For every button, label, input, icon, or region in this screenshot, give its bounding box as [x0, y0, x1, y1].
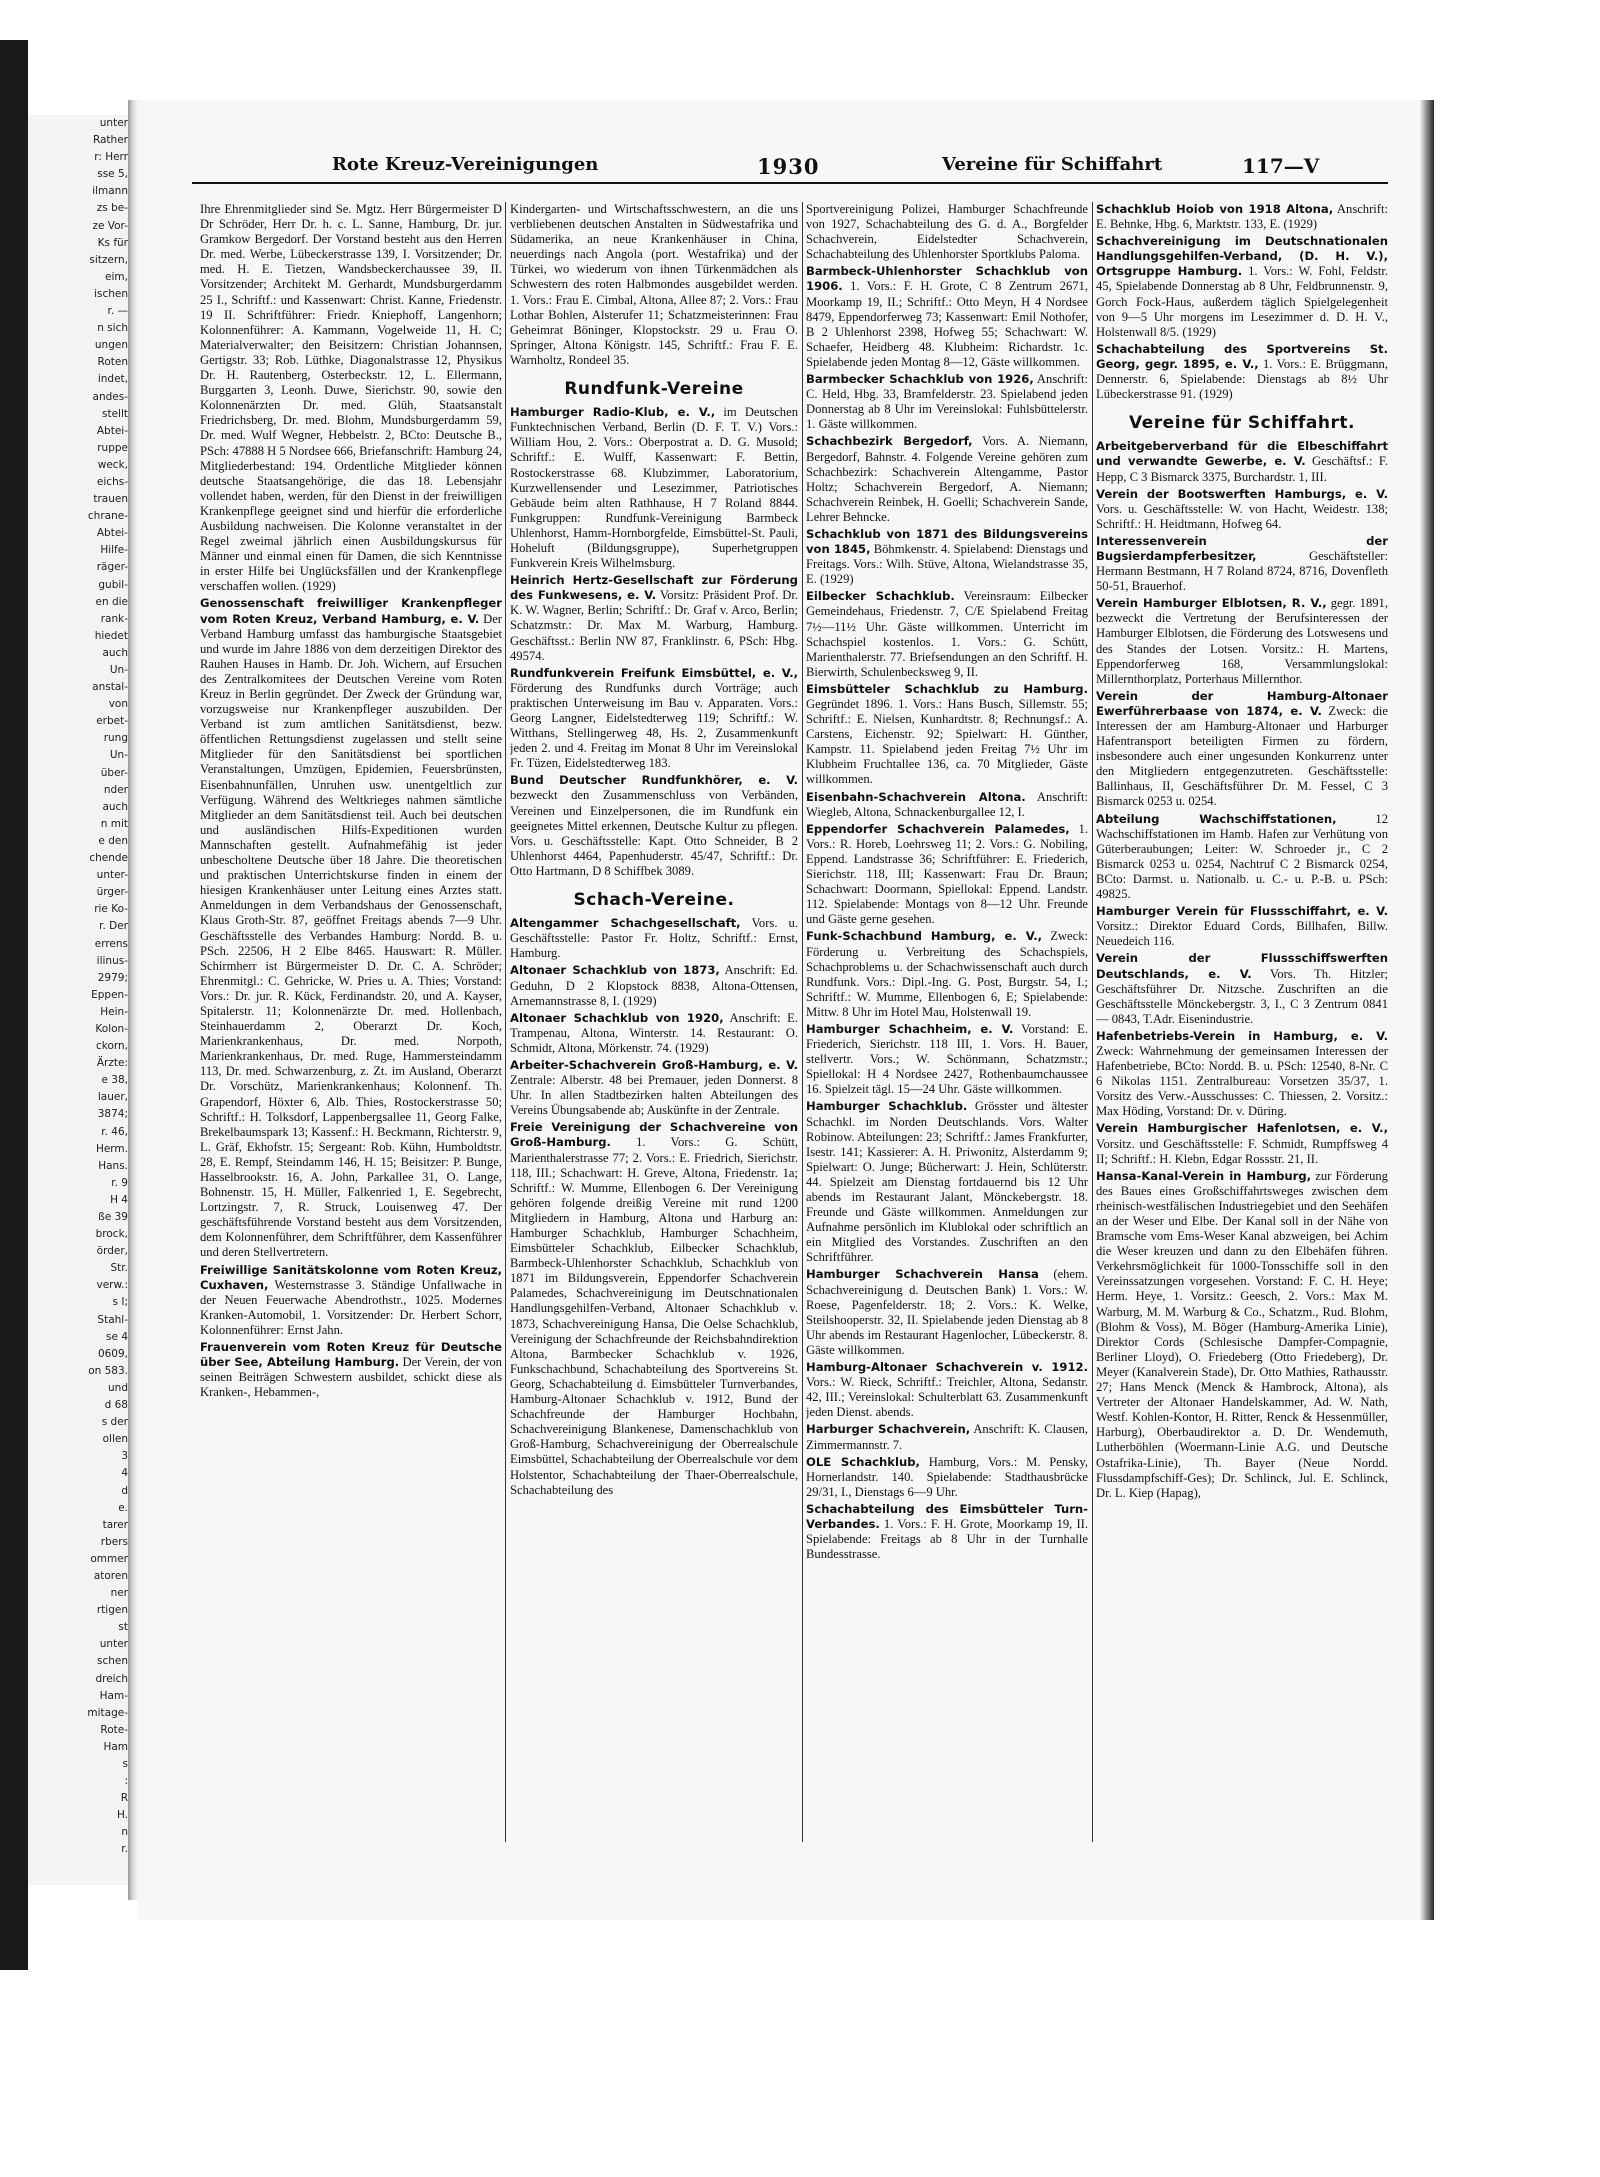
entry-name: Verein Hamburgischer Hafenlotsen, e. V., — [1096, 1121, 1388, 1136]
book-gutter — [128, 100, 138, 1900]
directory-entry — [1096, 1169, 1388, 1501]
fragment-line: r. 9 — [111, 1176, 128, 1189]
fragment-line: Eppen- — [91, 988, 128, 1001]
entry-text: Böhmkenstr. 4. Spielabend: Dienstags und Freitags. Vors.: Wilh. Stüve, Altona, Wielandstrasse 35, E. (1929) — [806, 542, 1088, 587]
entry-text: Vorsitz. und Geschäftsstelle: F. Schmidt, Rumpffsweg 4 II; Schriftf.: H. Klebn, Edgar Rossstr. 21, II. — [1096, 1136, 1388, 1166]
fragment-line: ürger- — [96, 886, 128, 899]
directory-entry — [200, 1340, 502, 1400]
fragment-line: verw.: — [96, 1279, 128, 1292]
fragment-line: chrane- — [87, 510, 128, 523]
fragment-line: Abtei- — [96, 424, 128, 437]
entry-text: 1. Vors.: R. Horeb, Loehrsweg 11; 2. Vors.: G. Nobiling, Eppend. Landstrasse 36; Schriftführer: E. Friederich, Sierichstr. 118, III; Kassenwart: Frau Dr. Braun; Schachwart: Doormann, Spiellokal: Eppend. Landstr. 112. Spielabende: Montags von 8—12 Uhr. Freunde und Gäste gerne gesehen. — [806, 821, 1088, 927]
page-number: 117—V — [1242, 154, 1320, 178]
entry-name: Eilbecker Schachklub. — [806, 589, 955, 604]
fragment-line: n — [121, 1826, 128, 1839]
fragment-line: R — [120, 1792, 128, 1805]
entry-name: Verein der Flussschiffswerften Deutschlands, e. V. — [1096, 951, 1388, 981]
section-heading: Rundfunk-Vereine — [564, 379, 744, 400]
fragment-line: auch — [102, 800, 128, 813]
fragment-line: Kolon- — [95, 1022, 128, 1035]
entry-name: Verein der Bootswerften Hamburgs, e. V. — [1096, 486, 1388, 501]
fragment-line: trauen — [93, 493, 128, 506]
entry-name: Frauenverein vom Roten Kreuz für Deutsche über See, Abteilung Hamburg. — [200, 1340, 502, 1370]
entry-text: Zweck: Wahrnehmung der gemeinsamen Interessen der Hafenbetriebe, BCto: Nordd. B. u. PSch: 12540, 8-Nr. C 6 Nikolas 1151. Zentralbureau: Vorsetzen 35/37, 1. Vorsitz des Verw.-Ausschusses: C. Thiessen, 2. Vorsitz.: Max Höding, Vorstand: Dr. v. Düring. — [1096, 1043, 1388, 1119]
fragment-line: 3874; — [97, 1108, 128, 1121]
directory-entry — [1096, 439, 1388, 484]
directory-entry — [200, 202, 502, 594]
fragment-line: auch — [102, 646, 128, 659]
fragment-line: Roten — [97, 356, 128, 369]
fragment-line: sse 5, — [97, 168, 128, 181]
column-rule — [802, 202, 803, 1842]
fragment-line: ollen — [102, 1433, 128, 1446]
fragment-line: erbet- — [96, 715, 128, 728]
fragment-line: von — [108, 698, 128, 711]
entry-text: Zweck: Förderung u. Verbreitung des Schachspiels, Schachproblems u. der Schachwissenschaft auch durch Rundfunk. Vors.: Dipl.-Ing. G. Post, Burgstr. 54, I.; Schriftf.: W. Mumme, Ellenbogen 6, E; Spielabende: Mittw. 8 Uhr im Hotel Mau, Holstenwall 19. — [806, 929, 1088, 1019]
entry-name: Harburger Schachverein, — [806, 1422, 971, 1437]
entry-text: Geschäftsf.: F. Hepp, C 3 Bismarck 3375, Burchardstr. 1, III. — [1096, 454, 1388, 484]
fragment-line: örder, — [96, 1245, 128, 1258]
fragment-line: 0609, — [97, 1347, 128, 1360]
column-1 — [200, 202, 502, 1842]
directory-entry — [510, 963, 798, 1008]
fragment-line: r. — [121, 1843, 128, 1856]
entry-name: Hafenbetriebs-Verein in Hamburg, e. V. — [1096, 1028, 1388, 1043]
entry-text: Vorsitz: Präsident Prof. Dr. K. W. Wagner, Berlin; Schriftf.: Dr. Graf v. Arco, Berlin; Schatzmstr.: Dr. Max M. Warburg, Hamburg. Geschäftsst.: Berlin NW 87, Franklinstr. 6, PSch: Hbg. 49574. — [510, 588, 798, 663]
fragment-line: rung — [103, 732, 128, 745]
directory-entry — [806, 1360, 1088, 1420]
entry-name: Interessenverein der Bugsierdampferbesitzer, — [1096, 533, 1388, 563]
fragment-line: ruppe — [97, 441, 128, 454]
directory-entry — [806, 372, 1088, 432]
fragment-line: ungen — [94, 339, 128, 352]
entry-text: 1. Vors.: W. Fohl, Feldstr. 45, Spielabende Donnerstag ab 8 Uhr, Feldbrunnenstr. 9, Gorch Fock-Haus, außerdem täglich Spielgelegenheit von 9—5 Uhr morgens im Lesezimmer d. D. H. V., Holstenwall 8/5. (1929) — [1096, 264, 1388, 339]
entry-text: Anschrift: Wiegleb, Altona, Schnackenburgallee 12, I. — [806, 789, 1088, 819]
fragment-line: Ham- — [99, 1689, 128, 1702]
directory-entry — [806, 434, 1088, 525]
fragment-line: s I; — [112, 1296, 128, 1309]
fragment-line: H 4 — [110, 1193, 128, 1206]
fragment-line: rie Ko- — [94, 903, 128, 916]
fragment-line: eichs- — [96, 475, 128, 488]
entry-name: Verein der Hamburg-Altonaer Ewerführerbaase von 1874, e. V. — [1096, 688, 1388, 718]
previous-page-fragment — [28, 115, 128, 1885]
directory-entry — [1096, 534, 1388, 594]
entry-name: Freiwillige Sanitätskolonne vom Roten Kreuz, Cuxhaven, — [200, 1262, 502, 1292]
entry-name: Hamburger Schachklub. — [806, 1099, 968, 1114]
entry-text: Hamburg, Vors.: M. Pensky, Hornerlandstr. 140. Spielabende: Stadthausbrücke 29/31, I., Dienstags 6—9 Uhr. — [806, 1454, 1088, 1499]
fragment-line: andes- — [92, 390, 128, 403]
entry-name: Arbeitgeberverband für die Elbeschiffahrt und verwandte Gewerbe, e. V. — [1096, 439, 1388, 469]
entry-text: Der Verband Hamburg umfasst das hamburgische Staatsgebiet und wurde im Jahre 1886 von dem derzeitigen Direktor des Rauhen Hauses in Hamb. Dr. Joh. Wichern, auf Ersuchen des Zentralkomitees der Deutschen Vereine vom Roten Kreuz in Berlin gegründet. Der Zweck der Gründung war, vorzugsweise nur Krankenpfleger auszubilden. Der Verband ist zum amtlichen Sanitätsdienst, bezw. öffentlichen Rettungsdienst zugelassen und stellt seine Mitglieder für den Sanitätsdienst bei sportlichen Veranstaltungen, Umzügen, Epidemien, Feuersbrünsten, Eisenbahnunfällen, Unruhen usw. unentgeltlich zur Verfügung. Während des Weltkrieges nahmen sämtliche Mitglieder an dem Sanitätsdienst teil. Auch bei deutschen und ausländischen Hilfs-Expeditionen wurden Mannschaften gestellt. Aufnahmefähig ist jeder unbescholtene Deutsche über 18 Jahre. Die theoretischen und praktischen Unterrichtskurse finden in einem der hiesigen Krankenhäuser unter Leitung eines Arztes statt. Anmeldungen in dem Verbandshaus der Genossenschaft, Klaus Groth-Str. 87, geöffnet Freitags abends 7—9 Uhr. Geschäftsstelle des Verbandes Hamburg: Nordd. B. u. PSch. 22506, H 2 Elbe 8465. Hauswart: R. Müller. Schirmherr ist Bürgermeister D. Dr. C. A. Schröder; Ehrenmitgl.: C. Gehricke, W. Pries u. A. Thies; Vorstand: Vors.: Dr. jur. R. Kück, Ferdinandstr. 20, und A. Kayser, Spitalerstr. 11; Kolonnenärzte Dr. med. Hollenbach, Steinhauerdamm 2, Oberarzt Dr. Koch, Marienkrankenhaus, Dr. med. Norpoth, Marienkrankenhaus, Dr. med. Ruge, Hammersteindamm 113, Dr. med. Schwarzenburg, z. Zt. im Ausland, Oberarzt Dr. Vorschütz, Marienkrankenhaus; Kolonnenf. Th. Grapendorf, Höxter 6, Alb. Thies, Rostockerstrasse 50; Schriftf.: H. Tolksdorf, Lappenbergsallee 11, Georg Falke, Brekelbaumspark 13; Kassenf.: H. Beckmann, Richterstr. 9, L. Gräf, Ekhofstr. 15; Sergeant: Rob. Kühn, Humboldtstr. 28, E. Rempf, Steindamm 146, H. 15; Beisitzer: P. Bunge, Hasselbrookstr. 16, A. John, Parkallee 31, O. Lange, Bohnenstr. 15, H. Müller, Falkenried 1, E. Segebrecht, Lortzingstr. 7, R. Struck, Louisenweg 47. Der geschäftsführende Vorstand besteht aus dem Vorsitzenden, dem Kolonnenführer, dem Schriftführer, dem Kassenführer und deren Stellvertretern. — [200, 611, 502, 1260]
entry-name: Hamburger Radio-Klub, e. V., — [510, 405, 716, 420]
entry-text: Vereinsraum: Eilbecker Gemeindehaus, Friedenstr. 7, C/E Spielabend Freitag 7½—11½ Uhr. Gäste willkommen. Unterricht im Schachspiel kostenlos. 1. Vors.: G. Schütt, Marienthalerstr. 77. Briefsendungen an den Schriftf. H. Bierwirth, Schulenbecksweg 9, II. — [806, 589, 1088, 679]
fragment-line: Abtei- — [96, 527, 128, 540]
fragment-line: Un- — [109, 664, 128, 676]
fragment-line: chende — [89, 852, 128, 865]
fragment-line: ilmann — [92, 185, 128, 198]
directory-entry — [200, 1263, 502, 1338]
fragment-line: e den — [98, 834, 128, 847]
directory-entry — [510, 916, 798, 961]
fragment-line: Rote- — [100, 1723, 128, 1736]
entry-text: Der Verein, der von seinen Beiträgen Schwestern ausbildet, schickt diese als Kranken-, Hebammen-, — [200, 1355, 502, 1400]
directory-entry — [806, 589, 1088, 680]
entry-text: Vors. Th. Hitzler; Geschäftsführer Dr. Nitzsche. Zuschriften an die Geschäftsstelle Mönckebergstr. 3, I., C 3 Zentrum 0841 — 0843, T.Adr. Eisenindustrie. — [1096, 966, 1388, 1026]
fragment-line: nder — [103, 783, 128, 796]
fragment-line: e 38, — [101, 1074, 128, 1087]
section-heading: Vereine für Schiffahrt. — [1129, 413, 1355, 434]
entry-name: Eppendorfer Schachverein Palamedes, — [806, 821, 1070, 836]
entry-text: Sportvereinigung Polizei, Hamburger Schachfreunde von 1927, Schachabteilung des G. d. A., Borgfelder Schachverein, Eidelstedter Schachverein, Schachabteilung des Uhlenhorster Sportklubs Paloma. — [806, 202, 1088, 262]
entry-text: Kindergarten- und Wirtschaftsschwestern, an die uns verbliebenen deutschen Anstalten in Südwestafrika und Südamerika, an neue Krankenhäuser in China, neuerdings nach Angola (port. Westafrika) und der Türkei, wo wiederum von ihnen Türkenmädchen als Schwestern des roten Halbmondes ausgebildet werden. 1. Vors.: Frau E. Cimbal, Altona, Allee 87; 2. Vors.: Frau Lothar Bohlen, Alsterufer 11; Schatzmeisterinnen: Frau Geheimrat Böninger, Klopstockstr. 29 u. Frau O. Springer, Altona Königstr. 145, Schriftf.: Frau F. E. Warnholtz, Rondeel 35. — [510, 202, 798, 367]
fragment-line: Hein- — [100, 1005, 128, 1018]
fragment-line: r. — — [107, 305, 128, 318]
fragment-line: : — [124, 1775, 128, 1788]
directory-entry — [510, 573, 798, 664]
fragment-line: Str. — [110, 1262, 128, 1275]
directory-entry — [510, 405, 798, 571]
directory-entry — [510, 1120, 798, 1497]
entry-name: Arbeiter-Schachverein Groß-Hamburg, e. V. — [510, 1057, 798, 1072]
directory-entry — [806, 202, 1088, 262]
directory-entry — [806, 1267, 1088, 1358]
directory-entry — [806, 1502, 1088, 1562]
entry-name: Eisenbahn-Schachverein Altona. — [806, 789, 1026, 804]
entry-text: Vors. A. Niemann, Bergedorf, Bahnstr. 4. Folgende Vereine gehören zum Schachbezirk: Schachverein Altengamme, Pastor Holtz; Schachverein Bergedorf, A. Niemann; Schachverein Reinbek, H. Goelli; Schachverein Sande, Lehrer Behncke. — [806, 434, 1088, 524]
header-right-title: Vereine für Schiffahrt — [942, 154, 1163, 175]
fragment-line: mitage- — [87, 1706, 128, 1719]
fragment-line: Stahl- — [97, 1313, 128, 1326]
running-header — [192, 150, 1388, 184]
directory-entry — [806, 1422, 1088, 1452]
fragment-line: lauer, — [97, 1091, 128, 1104]
fragment-line: Ham — [103, 1740, 128, 1753]
fragment-line: stellt — [102, 407, 128, 420]
fragment-line: rtigen — [96, 1604, 128, 1617]
entry-name: Schachbezirk Bergedorf, — [806, 434, 973, 449]
directory-entry — [1096, 1121, 1388, 1166]
entry-name: Bund Deutscher Rundfunkhörer, e. V. — [510, 773, 798, 788]
fragment-line: unter — [99, 117, 128, 129]
fragment-line: indet, — [97, 373, 128, 386]
entry-text: Zweck: die Interessen der am Hamburg-Altonaer und Harburger Hafentransport beteiligten Firmen zu fördern, insbesondere auch einer ungesunden Konkurrenz unter den Mitgliedern entgegenzutreten. Geschäftsstelle: Ballinhaus, II, Geschäftsführer Dr. M. Fessel, C 3 Bismarck 0253 u. 0254. — [1096, 703, 1388, 809]
entry-text: Zentrale: Alberstr. 48 bei Premauer, jeden Donnerst. 8 Uhr. In allen Stadtbezirken halten Abteilungen des Vereins Übungsabende ab; Auskünfte in der Zentrale. — [510, 1073, 798, 1118]
entry-text: Grösster und ältester Schachkl. im Norden Deutschlands. Vors. Walter Robinow. Abteilungen: 23; Schriftf.: James Frankfurter, Isestr. 141; Kassierer: A. H. Priwonitz, Alsterdamm 9; Spielwart: O. Junge; Bücherwart: J. Hein, Schlüterstr. 44. Spielzeit am Dienstag fortdauernd bis 12 Uhr abends im Restaurant Jalant, Mönckebergstr. 18. Freunde und Gäste willkommen. Anmeldungen zur Aufnahme persönlich im Klublokal oder schriftlich an ein Mitglied des Vorstandes. Zuschriften an den Schriftführer. — [806, 1099, 1088, 1265]
fragment-line: n sich — [97, 322, 128, 335]
entry-name: Hamburger Verein für Flussschiffahrt, e. V. — [1096, 904, 1388, 919]
fragment-line: 4 — [121, 1467, 128, 1480]
fragment-line: errens — [94, 937, 128, 950]
directory-entry — [510, 666, 798, 772]
entry-text: Ihre Ehrenmitglieder sind Se. Mgtz. Herr Bürgermeister D Dr Schröder, Herr Dr. h. c. L. Sanne, Hamburg, Dr. jur. Gramkow Bergedorf. Der Vorstand besteht aus den Herren Dr. med. Werbe, Lübeckerstrasse 139, I. Vorsitzender; Dr. med. H. E. Tietzen, Wandsbeckerchaussee 39, II. Vorsitzender; Architekt M. Gerhardt, Mundsburgerdamm 25 I., Schriftf.: und Kassenwart: Christ. Kanne, Friedenstr. 19 II. Schriftführer: Friedr. Kniephoff, Langenhorn; Kolonnenführer: A. Kammann, Vogelweide 11, H. C; Materialverwalter; den Beisitzern: Christian Johannsen, Gertigstr. 33; Rob. Lüthke, Diagonalstrasse 12, Physikus Dr. H. Rautenberg, Osterbeckstr. 12, L. Ellermann, Burggarten 3, Leonh. Duwe, Sierichstr. 90, sowie den Kolonnenärzten Dr. med. Glüh, Staatsanstalt Friedrichsberg, Dr. med. Blohm, Mundsburgerdamm 59, Dr. med. Wulf Wegner, Hebbelstr. 2, BCto: Deutsche B., PSch: 47888 H 5 Nordsee 666, Briefanschrift: Hamburg 24, Mitgliederbestand: 194. Ordentliche Mitglieder können deutsche Staatsangehörige, die das 18. Lebensjahr vollendet haben, werden, für den Dienst in der freiwilligen Krankenpflege geeignet sind und hierfür die erforderliche Ausbildung nachweisen. Die Kolonne veranstaltet in der Regel zweimal jährlich einen Ausbildungskursus für Männer und einmal einen für Damen, die sich Kenntnisse in erster Hilfe bei Unglücksfällen und der Krankenpflege verschaffen wollen. (1929) — [200, 202, 502, 594]
directory-entry — [1096, 596, 1388, 687]
fragment-line: st — [118, 1621, 128, 1634]
fragment-line: anstal- — [92, 681, 128, 694]
fragment-line: eim, — [105, 270, 128, 283]
entry-name: Hamburg-Altonaer Schachverein v. 1912. — [806, 1360, 1088, 1375]
entry-name: Altengammer Schachgesellschaft, — [510, 916, 741, 931]
entry-name: Hamburger Schachheim, e. V. — [806, 1021, 1014, 1036]
directory-entry — [806, 929, 1088, 1020]
column-rule — [1092, 202, 1093, 1842]
fragment-line: r. 46, — [101, 1125, 128, 1138]
entry-text: 1. Vors.: F. H. Grote, C 8 Zentrum 2671, Moorkamp 19, II.; Schriftf.: Otto Meyn, H 4 Nordsee 8479, Eppendorferweg 73; Kassenwart: Emil Nothofer, B 2 Uhlenhorst 2398, Hofweg 55; Schachwart: W. Schaefer, Heidberg 48. Klubheim: Richardstr. 1c. Spielabende jeden Montag 8—12, Gäste willkommen. — [806, 279, 1088, 369]
entry-name: Schachklub von 1871 des Bildungsvereins von 1845, — [806, 526, 1088, 557]
directory-entry — [510, 773, 798, 879]
directory-entry — [200, 596, 502, 1260]
entry-name: Barmbecker Schachklub von 1926, — [806, 372, 1034, 387]
entry-text: zur Förderung des Baues eines Großschiffahrtsweges zwischen dem rheinisch-westfälischen Industriegebiet und den Seehäfen an der Weser und Elbe. Der Kanal soll in der Nähe von Bramsche vom Ems-Weser Kanal abzweigen, bei Achim die Weser kreuzen und dann zu den Elbehäfen führen. Verkehrsmöglichkeit für 1000-Tonsschiffe soll in den Vereinssatzungen vorgesehen. Vorstand: F. C. H. Heye; Herm. Heye, 1. Vorsitz.: Geesch, 2. Vors.: Max M. Warburg, M. M. Warburg & Co., Schatzm., Rud. Blohm, (Blohm & Voss), M. Böger (Hamburg-Amerika Linie), Direktor Cords (Schlesische Dampfer-Compagnie, Berliner Lloyd), O. Friedeberg (Otto Friedeberg), Dr. Meyer (Kanalverein Stade), Dr. Otto Mathies, Rathausstr. 27; Hans Menck (Menck & Hambrock, Altona), als Vertreter der Altonaer Handelskammer, Ad. W. Nath, Westf. Kohlen-Kontor, H. Ritter, Renck & Hessenmüller, Harburg), Oberbaudirektor a. D. Dr. Wendemuth, Lutherböhlen (Woermann-Linie A.G. und Deutsche Ostafrika-Linie), Th. Bayer (Neue Nordd. Flussdampfschiff-Ges); Dr. Schlinck, Jul. E. Schlinck, Dr. L. Kiep (Hapag), — [1096, 1168, 1388, 1500]
directory-entry — [806, 790, 1088, 820]
fragment-line: Herm. — [95, 1142, 128, 1155]
entry-text: gegr. 1891, bezweckt die Vertretung der Berufsinteressen der Hamburger Elblotsen, die Förderung des Lotswesens und des Standes der Lotsen. Vorsitz.: H. Martens, Eppendorferweg 168, Versammlungslokal: Millernthorplatz, Porterhaus Millernthor. — [1096, 596, 1388, 686]
entry-text: Anschrift: Ed. Geduhn, D 2 Klopstock 8838, Altona-Ottensen, Arnemannstrasse 8, I. (1929) — [510, 963, 798, 1008]
fragment-line: ischen — [94, 287, 128, 300]
entry-text: Anschrift: C. Held, Hbg. 33, Bramfelderstr. 23. Spielabend jeden Donnerstag ab 8 Uhr im Vereinslokal: Fuhlsbüttelerstr. 1. Gäste willkommen. — [806, 372, 1088, 432]
entry-name: Hamburger Schachverein Hansa — [806, 1267, 1039, 1282]
entry-name: Barmbeck-Uhlenhorster Schachklub von 1906. — [806, 264, 1088, 294]
fragment-line: rbers — [100, 1535, 128, 1548]
fragment-line: tarer — [102, 1518, 128, 1531]
directory-entry — [1096, 904, 1388, 949]
entry-name: Eimsbütteler Schachklub zu Hamburg. — [806, 681, 1088, 696]
entry-name: Altonaer Schachklub von 1873, — [510, 963, 720, 978]
entry-text: Vorstand: E. Friederich, Sierichstr. 118 III, 1. Vors. H. Bauer, stellvertr. Vors.; W. Schönmann, Schatzmstr.; Spiellokal: H 4 Nordsee 2427, Rothenbaumchaussee 16. Spielzeit tägl. 15—24 Uhr. Gäste willkommen. — [806, 1021, 1088, 1097]
entry-text: Westernstrasse 3. Ständige Unfallwache in der Neuen Feuerwache Abendrothstr., 1025. Modernes Kranken-Automobil, 1. Vorsitzender: Dr. Herbert Schorr, Kolonnenführer: Ernst Jahn. — [200, 1277, 502, 1337]
entry-text: Förderung des Rundfunks durch Vorträge; auch praktischen Unterweisung im Bau v. Apparaten. Vors.: Georg Langner, Eidelstedterweg 119; Schriftf.: W. Witthans, Stellingerweg 48, Hs. 2, Zusammenkunft jeden 2. und 4. Freitag im Monat 8 Uhr im Vereinslokal Fr. Tüzen, Eidelstedterweg 183. — [510, 680, 798, 771]
entry-name: Verein Hamburger Elblotsen, R. V., — [1096, 596, 1327, 611]
directory-entry — [1096, 234, 1388, 340]
entry-text: Anschrift: K. Clausen, Zimmermannstr. 7. — [806, 1422, 1088, 1452]
entry-name: Heinrich Hertz-Gesellschaft zur Förderung des Funkwesens, e. V. — [510, 573, 798, 603]
section-heading: Schach-Vereine. — [573, 890, 735, 911]
entry-name: Funk-Schachbund Hamburg, e. V., — [806, 929, 1043, 944]
directory-entry — [806, 822, 1088, 928]
fragment-line: Ks für — [97, 236, 128, 249]
entry-text: Anschrift: E. Behnke, Hbg. 6, Marktstr. 133, E. (1929) — [1096, 202, 1388, 232]
entry-text: Vors. u. Geschäftsstelle: W. von Hacht, Weidestr. 138; Schriftf.: H. Heidtmann, Hofweg 64. — [1096, 501, 1388, 531]
fragment-line: dreich — [95, 1672, 128, 1685]
entry-name: Abteilung Wachschiffstationen, — [1096, 811, 1337, 826]
directory-entry — [1096, 812, 1388, 903]
fragment-line: und — [108, 1381, 128, 1394]
fragment-line: Rather — [92, 134, 128, 147]
directory-entry — [1096, 1029, 1388, 1120]
directory-entry — [1096, 342, 1388, 402]
fragment-line: Ärzte: — [96, 1057, 128, 1070]
directory-entry — [806, 264, 1088, 370]
entry-name: OLE Schachklub, — [806, 1454, 920, 1469]
fragment-line: d — [121, 1484, 128, 1497]
fragment-line: weck, — [97, 458, 128, 471]
fragment-line: Hilfe- — [100, 544, 128, 557]
fragment-line: unter — [99, 1638, 128, 1651]
entry-name: Schachabteilung des Eimsbütteler Turn-Verbandes. — [806, 1501, 1088, 1531]
fragment-line: ilinus- — [96, 954, 128, 967]
fragment-line: ner — [110, 1587, 128, 1600]
fragment-line: Hans. — [98, 1159, 128, 1172]
entry-name: Rundfunkverein Freifunk Eimsbüttel, e. V., — [510, 665, 798, 680]
entry-text: Vorsitz.: Direktor Eduard Cords, Billhafen, Billw. Neuedeich 116. — [1096, 919, 1388, 949]
directory-entry — [1096, 689, 1388, 810]
fragment-line: über- — [100, 766, 128, 779]
fragment-line: räger- — [96, 561, 128, 574]
fragment-line: en die — [95, 595, 128, 608]
scan-right-edge — [1420, 100, 1434, 1920]
entry-name: Schachabteilung des Sportvereins St. Georg, gegr. 1895, e. V., — [1096, 341, 1388, 371]
fragment-line: ße 39 — [98, 1211, 128, 1223]
fragment-line: sitzern, — [89, 253, 128, 266]
directory-entry — [806, 682, 1088, 788]
scan-left-dark-edge — [0, 40, 28, 1970]
fragment-line: r: Herr — [94, 151, 128, 164]
entry-text: Vors. u. Geschäftsstelle: Pastor Fr. Holtz, Schriftf.: Ernst, Hamburg. — [510, 916, 798, 961]
fragment-line: brock, — [95, 1228, 128, 1241]
entry-text: 1. Vors.: E. Brüggmann, Dennerstr. 6, Spielabende: Dienstags ab 8½ Uhr Lübeckerstrasse 91. (1929) — [1096, 356, 1388, 402]
directory-entry — [1096, 202, 1388, 232]
entry-text: Geschäftsteller: Hermann Bestmann, H 7 Roland 8724, 8716, Dovenfleth 50-51, Brauerhof. — [1096, 548, 1388, 594]
column-rule — [505, 202, 506, 1842]
fragment-line: ckorn, — [95, 1040, 128, 1053]
fragment-line: se 4 — [106, 1330, 128, 1343]
fragment-line: 3 — [121, 1450, 128, 1463]
fragment-line: s — [122, 1758, 128, 1770]
directory-entry — [806, 1022, 1088, 1097]
column-4 — [1096, 202, 1388, 1842]
entry-text: Anschrift: E. Trampenau, Altona, Winterstr. 14. Restaurant: O. Schmidt, Altona, Mörkenstr. 74. (1929) — [510, 1010, 798, 1055]
entry-text: Gegründet 1896. 1. Vors.: Hans Busch, Sillemstr. 55; Schriftf.: E. Nielsen, Kunhardtstr. 8; Rechnungsf.: A. Carstens, Eichenstr. 92; Spielwart: H. Günther, Kampstr. 11. Spielabend jeden Freitag 7½ Uhr im Klubheim Fruchtallee 136, ca. 70 Mitglieder, Gäste willkommen. — [806, 697, 1088, 787]
directory-entry — [510, 1058, 798, 1118]
directory-entry — [806, 527, 1088, 587]
directory-entry — [510, 1011, 798, 1056]
entry-text: bezweckt den Zusammenschluss von Verbänden, Vereinen und Einzelpersonen, die im Rundfunk ein geeignetes Mittel erkennen, Deutsche Kultur zu pflegen. Vors. u. Geschäftsstelle: Kapt. Otto Schneider, B 2 Uhlenhorst 4464, Papenhuderstr. 45/47, Schriftf.: Dr. Otto Hartmann, D 8 Schiffbek 3089. — [510, 788, 798, 878]
fragment-line: ommer — [90, 1552, 128, 1565]
header-left-title: Rote Kreuz-Vereinigungen — [332, 154, 599, 175]
fragment-line: zs be- — [96, 202, 128, 215]
fragment-line: ze Vor- — [92, 219, 128, 232]
entry-name: Hansa-Kanal-Verein in Hamburg, — [1096, 1168, 1312, 1183]
entry-text: im Deutschen Funktechnischen Verband, Berlin (D. F. T. V.) Vors.: William Hou, 2. Vors.: Oberpostrat a. D. G. Musold; Schriftf.: E. Wulff, Kassenwart: F. Bettin, Rostockerstrasse 68. Klubzimmer, Laboratorium, Kurzwellensender und Lesezimmer, Patriotisches Gebäude beim alten Rathhause, H 7 Roland 8844. Funkgruppen: Rundfunk-Vereinigung Barmbeck Uhlenhorst, Hamm-Hornborgfelde, Eimsbüttel-St. Pauli, Hoheluft (Bildungsgruppe), Superhetgruppen Funkverein Kreis Wilhelmsburg. — [510, 405, 798, 571]
entry-text: 1. Vors.: F. H. Grote, Moorkamp 19, II. Spielabende: Freitags ab 8 Uhr in der Turnhalle Bundesstrasse. — [806, 1516, 1088, 1562]
entry-text: (ehem. Schachvereinigung d. Deutschen Bank) 1. Vors.: W. Roese, Pagenfelderstr. 18; 2. Vors.: K. Welke, Steilshooperstr. 32, II. Spielabende jeden Dienstag ab 8 Uhr abends im Restaurant Hagenlocher, Lübeckerstr. 8. Gäste willkommen. — [806, 1267, 1088, 1357]
fragment-line: unter- — [96, 869, 128, 882]
directory-entry — [1096, 487, 1388, 532]
directory-entry — [806, 1099, 1088, 1265]
entry-name: Freie Vereinigung der Schachvereine von Groß-Hamburg. — [510, 1120, 798, 1150]
fragment-line: hiedet — [94, 629, 128, 642]
fragment-line: e. — [118, 1501, 128, 1514]
fragment-line: Un- — [109, 749, 128, 762]
fragment-line: schen — [96, 1655, 128, 1668]
column-2 — [510, 202, 798, 1842]
entry-text: 1. Vors.: G. Schütt, Marienthalerstrasse 77; 2. Vors.: E. Friedrich, Sierichstr. 118, III.; Schachwart: H. Greve, Altona, Friedenstr. 1a; Schriftf.: W. Mumme, Ellenbogen 6. Der Vereinigung gehören folgende dreißig Vereine mit rund 1200 Mitgliedern in Hamburg, Altona und Harburg an: Hamburger Schachklub, Hamburger Schachheim, Eimsbütteler Schachklub, Eilbecker Schachklub, Barmbeck-Uhlenhorster Schachklub, Schachklub von 1871 im Bildungsverein, Eppendorfer Schachverein Palamedes, Schachvereinigung im Deutschnationalen Handlungsgehilfen-Verband, Altonaer Schachklub v. 1873, Schachvereinigung Hansa, Die Oelse Schachklub, Vereinigung der Schachfreunde der Reichsbahndirektion Altona, Barmbecker Schachklub v. 1926, Funkschachbund, Schachabteilung des Sportvereins St. Georg, Schachabteilung d. Eimsbütteler Turnverbandes, Hamburg-Altonaer Schachklub v. 1912, Bund der Schachfreunde der Hamburger Hochbahn, Schachvereinigung Blankenese, Damenschachklub von Groß-Hamburg, Schachvereinigung der Oberrealschule Eimsbüttel, Schachabteilung der Oberrealschule vor dem Holstentor, Schachabteilung der Thaer-Oberrealschule, Schachabteilung des — [510, 1135, 798, 1497]
entry-text: Vors.: W. Rieck, Schriftf.: Treichler, Altona, Sedanstr. 42, III.; Vereinslokal: Schulterblatt 63. Zusammenkunft jeden Dienst. abends. — [806, 1375, 1088, 1420]
directory-entry — [1096, 951, 1388, 1026]
fragment-line: rank- — [100, 612, 128, 625]
entry-name: Altonaer Schachklub von 1920, — [510, 1010, 724, 1025]
entry-name: Schachvereinigung im Deutschnationalen Handlungsgehilfen-Verband, (D. H. V.), Ortsgruppe Hamburg. — [1096, 234, 1388, 279]
fragment-line: gubil- — [98, 578, 128, 591]
directory-entry — [806, 1455, 1088, 1500]
entry-text: 12 Wachschiffstationen im Hamb. Hafen zur Verhütung von Güterberaubungen; Leiter: W. Schroeder jr., C 2 Bismarck 0253 u. 0254, Nachtruf C 2 Bismarck 0254, BCto: Darmst. u. Nationalb. u. C.- u. P.-B. u. PSch: 49825. — [1096, 811, 1388, 902]
directory-entry — [510, 202, 798, 368]
fragment-line: atoren — [93, 1569, 128, 1582]
fragment-line: s der — [101, 1416, 128, 1429]
entry-name: Schachklub Hoiob von 1918 Altona, — [1096, 202, 1334, 216]
fragment-line: n mit — [100, 817, 128, 830]
column-3 — [806, 202, 1088, 1842]
header-year: 1930 — [757, 154, 820, 179]
fragment-line: H. — [116, 1809, 128, 1822]
fragment-line: 2979; — [97, 971, 128, 984]
fragment-line: r. Der — [99, 920, 128, 933]
entry-name: Genossenschaft freiwilliger Krankenpfleger vom Roten Kreuz, Verband Hamburg, e. V. — [200, 596, 502, 626]
fragment-line: d 68 — [104, 1399, 128, 1412]
fragment-line: on 583. — [88, 1364, 128, 1377]
